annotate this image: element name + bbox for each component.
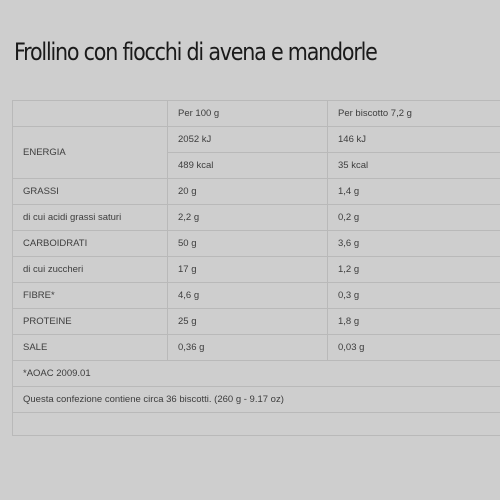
nutrient-per-biscuit: 3,6 g [328, 231, 500, 257]
nutrient-label: di cui acidi grassi saturi [13, 205, 168, 231]
package-note-row [13, 387, 500, 413]
energy-kj-per-biscuit: 146 kJ [328, 127, 500, 153]
nutrient-per-biscuit: 1,8 g [328, 309, 500, 335]
table-row [13, 179, 500, 205]
header-per-100g: Per 100 g [168, 101, 328, 127]
energy-kj-row [13, 127, 500, 153]
nutrient-per-100g: 4,6 g [168, 283, 328, 309]
nutrient-per-biscuit: 0,03 g [328, 335, 500, 361]
header-per-biscuit: Per biscotto 7,2 g [328, 101, 500, 127]
package-note-text: Questa confezione contiene circa 36 biscotti. (260 g - 9.17 oz) [13, 387, 500, 413]
table-row [13, 257, 500, 283]
table-row [13, 231, 500, 257]
nutrient-label: di cui zuccheri [13, 257, 168, 283]
header-empty-cell [13, 101, 168, 127]
table-row [13, 205, 500, 231]
nutrient-per-biscuit: 0,3 g [328, 283, 500, 309]
nutrient-per-biscuit: 1,2 g [328, 257, 500, 283]
product-title: Frollino con fiocchi di avena e mandorle [14, 38, 377, 66]
table-row [13, 309, 500, 335]
nutrient-per-100g: 2,2 g [168, 205, 328, 231]
nutrient-per-biscuit: 0,2 g [328, 205, 500, 231]
nutrient-label: GRASSI [13, 179, 168, 205]
nutrient-per-100g: 0,36 g [168, 335, 328, 361]
footnote-row [13, 361, 500, 387]
nutrient-label: CARBOIDRATI [13, 231, 168, 257]
table-row [13, 283, 500, 309]
nutrient-per-100g: 25 g [168, 309, 328, 335]
energy-kcal-per-biscuit: 35 kcal [328, 153, 500, 179]
nutrient-per-100g: 20 g [168, 179, 328, 205]
nutrient-label: PROTEINE [13, 309, 168, 335]
empty-row [13, 413, 500, 436]
nutrition-table [12, 100, 500, 436]
nutrient-per-100g: 17 g [168, 257, 328, 283]
nutrient-label: SALE [13, 335, 168, 361]
energy-kcal-per-100g: 489 kcal [168, 153, 328, 179]
nutrient-per-100g: 50 g [168, 231, 328, 257]
footnote-text: *AOAC 2009.01 [13, 361, 500, 387]
nutrient-per-biscuit: 1,4 g [328, 179, 500, 205]
table-row [13, 335, 500, 361]
nutrient-label: FIBRE* [13, 283, 168, 309]
energy-label: ENERGIA [13, 127, 168, 179]
empty-cell [13, 413, 500, 436]
energy-kj-per-100g: 2052 kJ [168, 127, 328, 153]
table-header-row [13, 101, 500, 127]
